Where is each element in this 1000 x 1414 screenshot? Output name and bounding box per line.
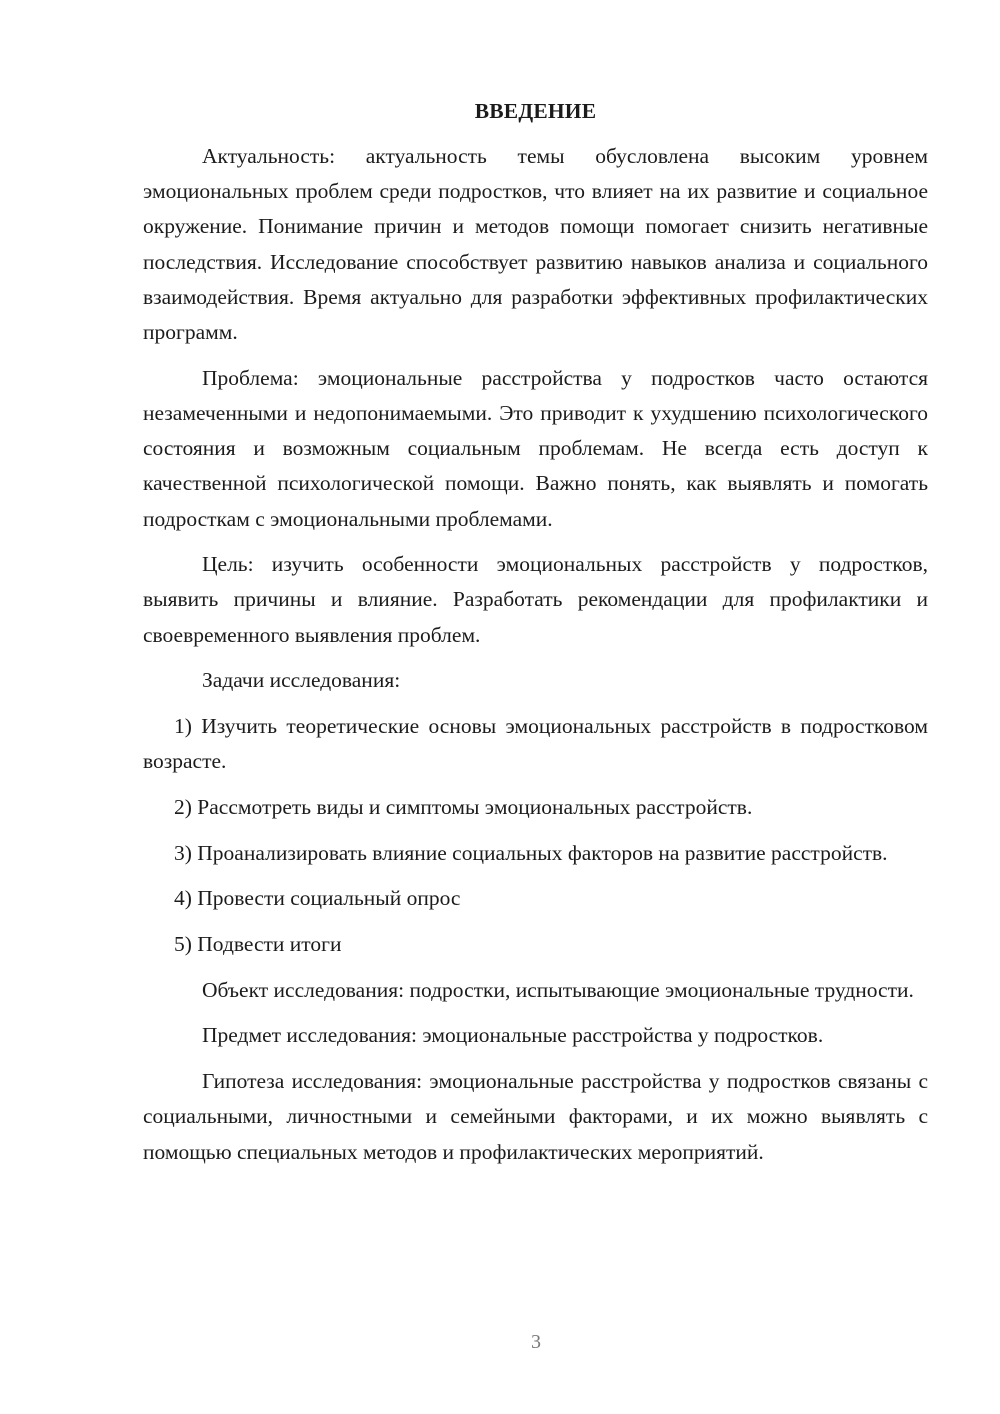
page-title: ВВЕДЕНИЕ <box>474 99 597 123</box>
tasks-heading: Задачи исследования: <box>202 668 401 693</box>
task-item-2: 2) Рассмотреть виды и симптомы эмоциональных расстройств. <box>174 794 753 819</box>
paragraph-problem: Проблема: эмоциональные расстройства у подростков часто остаются незамеченными и недопонимаемыми. Это приводит к ухудшению психологического состояния и возможным социальным проблемам. Не всегда есть доступ к качественной психологической помощи. Важно понять, как выявлять и помогать подросткам с эмоциональными проблемами. <box>143 365 928 531</box>
task-item-4: 4) Провести социальный опрос <box>174 886 461 911</box>
paragraph-subject: Предмет исследования: эмоциональные расстройства у подростков. <box>202 1023 824 1048</box>
page-number: 3 <box>531 1331 541 1353</box>
task-item-1: 1) Изучить теоретические основы эмоциональных расстройств в подростковом возрасте. <box>143 714 928 774</box>
paragraph-goal: Цель: изучить особенности эмоциональных расстройств у подростков, выявить причины и влияние. Разработать рекомендации для профилактики и своевременного выявления проблем. <box>143 552 928 647</box>
task-item-5: 5) Подвести итоги <box>174 932 342 957</box>
page-content <box>143 94 928 1180</box>
paragraph-relevance: Актуальность: актуальность темы обусловлена высоким уровнем эмоциональных проблем среди подростков, что влияет на их развитие и социальное окружение. Понимание причин и методов помощи помогает снизить негативные последствия. Исследование способствует развитию навыков анализа и социального взаимодействия. Время актуально для разработки эффективных профилактических программ. <box>143 144 928 345</box>
paragraph-hypothesis: Гипотеза исследования: эмоциональные расстройства у подростков связаны с социальными, личностными и семейными факторами, и их можно выявлять с помощью специальных методов и профилактических мероприятий. <box>143 1069 928 1164</box>
paragraph-object: Объект исследования: подростки, испытывающие эмоциональные трудности. <box>202 977 914 1002</box>
task-item-3: 3) Проанализировать влияние социальных факторов на развитие расстройств. <box>174 840 888 865</box>
